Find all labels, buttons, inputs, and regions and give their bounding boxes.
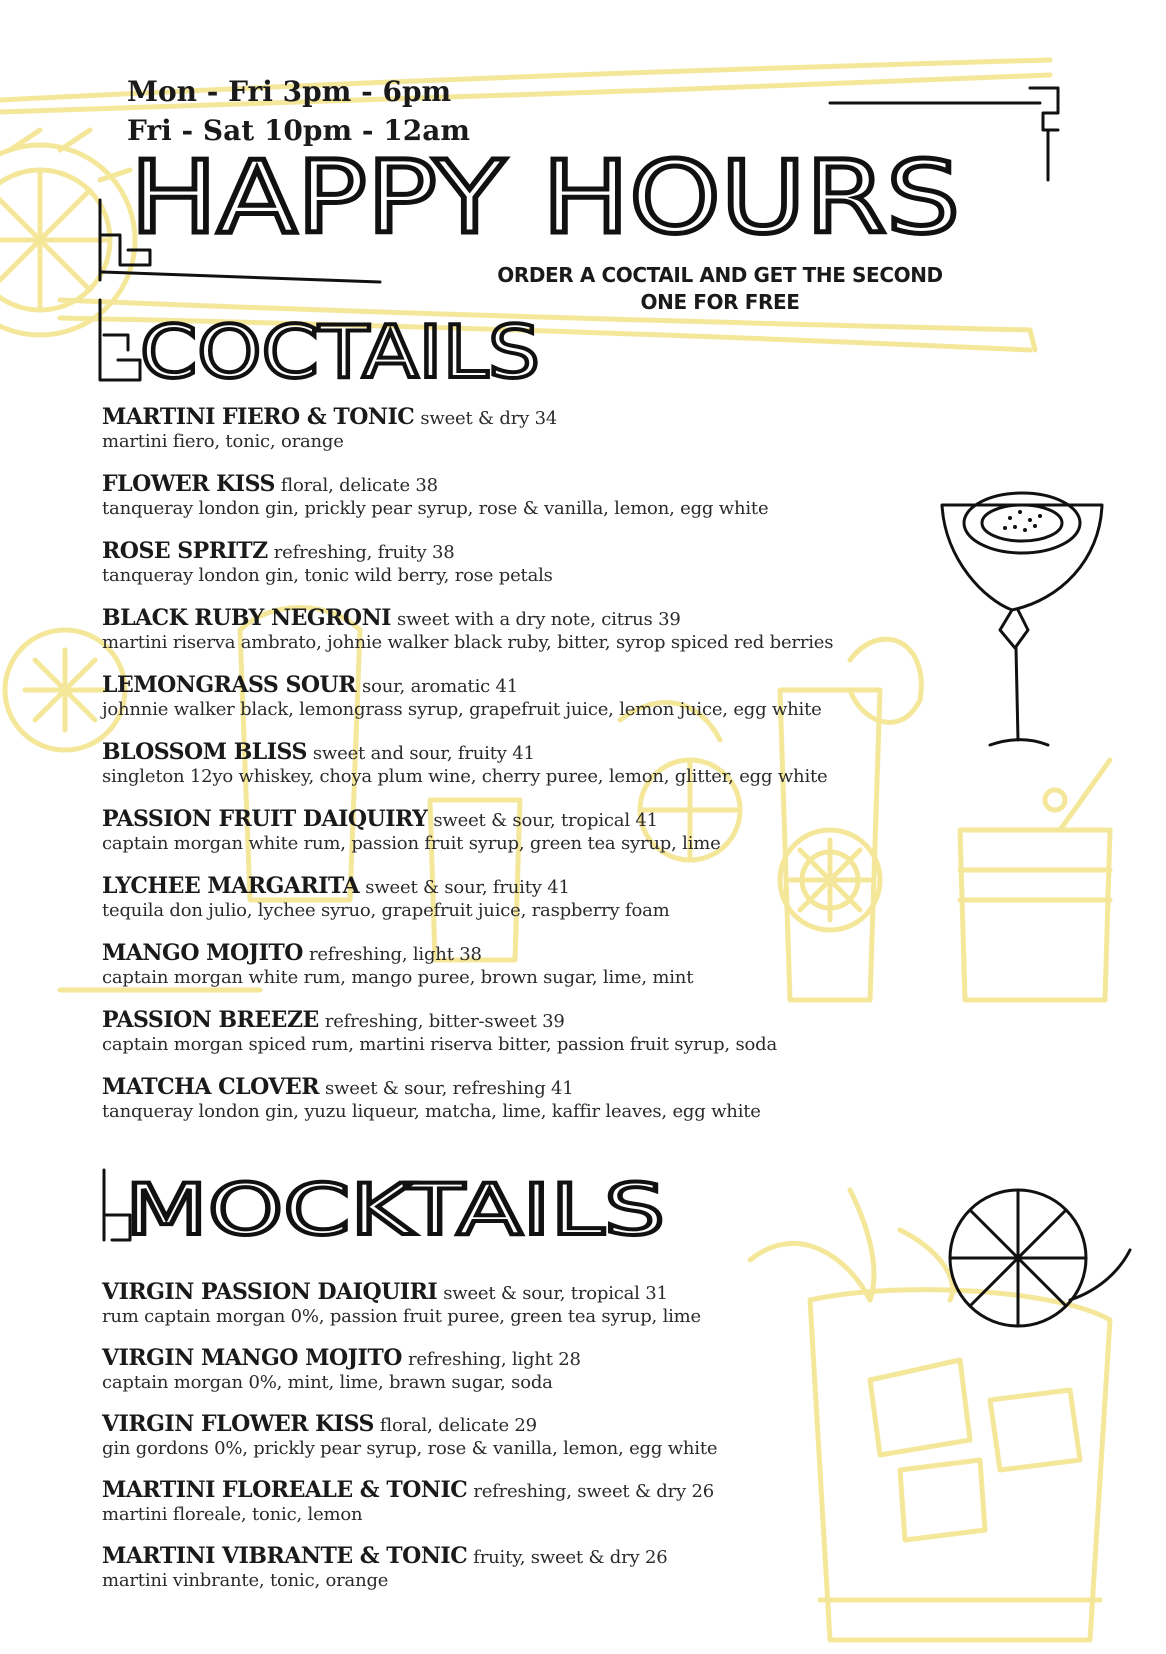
item-name: VIRGIN PASSION DAIQUIRI [102, 1279, 438, 1305]
item-description: sweet with a dry note, citrus 39 [397, 609, 681, 630]
schedule-weekend: Fri - Sat 10pm - 12am [127, 114, 470, 147]
mocktails-menu [102, 1280, 717, 1610]
item-name: MARTINI FLOREALE & TONIC [102, 1477, 468, 1503]
item-description: sweet & sour, fruity 41 [365, 877, 570, 898]
item-name: PASSION FRUIT DAIQUIRY [102, 806, 428, 832]
item-ingredients: gin gordons 0%, prickly pear syrup, rose & vanilla, lemon, egg white [102, 1438, 718, 1459]
item-ingredients: martini fiero, tonic, orange [102, 431, 344, 452]
item-description: sweet & sour, tropical 41 [433, 810, 658, 831]
mocktails-heading [125, 1168, 675, 1248]
item-description: refreshing, light 28 [407, 1349, 581, 1370]
promo-text [470, 262, 970, 316]
item-description: sour, aromatic 41 [362, 676, 519, 697]
item-name: LYCHEE MARGARITA [102, 873, 360, 899]
item-ingredients: captain morgan white rum, mango puree, brown sugar, lime, mint [102, 967, 694, 988]
item-name: LEMONGRASS SOUR [102, 672, 356, 698]
item-ingredients: captain morgan spiced rum, martini riserva bitter, passion fruit syrup, soda [102, 1034, 777, 1055]
item-ingredients: martini floreale, tonic, lemon [102, 1504, 363, 1525]
item-ingredients: tanqueray london gin, tonic wild berry, rose petals [102, 565, 553, 586]
item-description: fruity, sweet & dry 26 [473, 1547, 668, 1568]
happy-hours-title-text: HAPPY HOURS [130, 140, 960, 250]
schedule-weekday: Mon - Fri 3pm - 6pm [127, 75, 452, 108]
item-name: PASSION BREEZE [102, 1007, 319, 1033]
menu-item [102, 874, 833, 941]
cocktails-menu [102, 405, 833, 1142]
menu-item [102, 472, 833, 539]
item-description: refreshing, sweet & dry 26 [473, 1481, 715, 1502]
item-name: MARTINI FIERO & TONIC [102, 404, 415, 430]
item-ingredients: tanqueray london gin, yuzu liqueur, matcha, lime, kaffir leaves, egg white [102, 1101, 761, 1122]
item-name: MARTINI VIBRANTE & TONIC [102, 1543, 468, 1569]
item-ingredients: captain morgan 0%, mint, lime, brawn sugar, soda [102, 1372, 553, 1393]
happy-hours-title [130, 140, 980, 250]
item-name: FLOWER KISS [102, 471, 275, 497]
item-ingredients: tanqueray london gin, prickly pear syrup, rose & vanilla, lemon, egg white [102, 498, 769, 519]
item-name: BLOSSOM BLISS [102, 739, 307, 765]
item-ingredients: martini riserva ambrato, johnie walker black ruby, bitter, syrop spiced red berries [102, 632, 834, 653]
menu-item [102, 941, 833, 1008]
item-name: BLACK RUBY NEGRONI [102, 605, 391, 631]
item-name: MANGO MOJITO [102, 940, 303, 966]
menu-item [102, 405, 833, 472]
item-description: sweet and sour, fruity 41 [312, 743, 535, 764]
item-ingredients: singleton 12yo whiskey, choya plum wine, cherry puree, lemon, glitter, egg white [102, 766, 828, 787]
menu-item [102, 1280, 717, 1346]
item-description: sweet & sour, refreshing 41 [325, 1078, 574, 1099]
menu-item [102, 807, 833, 874]
item-description: refreshing, fruity 38 [273, 542, 455, 563]
menu-item [102, 539, 833, 606]
menu-item [102, 1008, 833, 1075]
menu-item [102, 1412, 717, 1478]
menu-item [102, 1544, 717, 1610]
item-ingredients: tequila don julio, lychee syruo, grapefruit juice, raspberry foam [102, 900, 670, 921]
item-description: floral, delicate 38 [280, 475, 438, 496]
item-description: refreshing, bitter-sweet 39 [324, 1011, 565, 1032]
promo-line-1: ORDER A COCTAIL AND GET THE SECOND [497, 263, 943, 287]
item-name: VIRGIN FLOWER KISS [102, 1411, 374, 1437]
item-ingredients: martini vinbrante, tonic, orange [102, 1570, 389, 1591]
menu-item [102, 1346, 717, 1412]
mocktails-heading-text: MOCKTAILS [125, 1169, 665, 1248]
item-name: VIRGIN MANGO MOJITO [102, 1345, 402, 1371]
item-ingredients: rum captain morgan 0%, passion fruit puree, green tea syrup, lime [102, 1306, 702, 1327]
menu-item [102, 673, 833, 740]
item-name: ROSE SPRITZ [102, 538, 268, 564]
item-description: sweet & dry 34 [420, 408, 558, 429]
menu-item [102, 606, 833, 673]
item-description: floral, delicate 29 [379, 1415, 537, 1436]
cocktails-heading-text: COCTAILS [140, 312, 540, 392]
item-name: MATCHA CLOVER [102, 1074, 319, 1100]
promo-line-2: ONE FOR FREE [640, 290, 800, 314]
item-description: refreshing, light 38 [308, 944, 482, 965]
item-ingredients: captain morgan white rum, passion fruit syrup, green tea syrup, lime [102, 833, 721, 854]
item-ingredients: johnnie walker black, lemongrass syrup, grapefruit juice, lemon juice, egg white [102, 699, 822, 720]
cocktails-heading [140, 312, 550, 392]
happy-hours-schedule [127, 72, 470, 150]
menu-item [102, 740, 833, 807]
menu-item [102, 1478, 717, 1544]
item-description: sweet & sour, tropical 31 [443, 1283, 668, 1304]
menu-item [102, 1075, 833, 1142]
